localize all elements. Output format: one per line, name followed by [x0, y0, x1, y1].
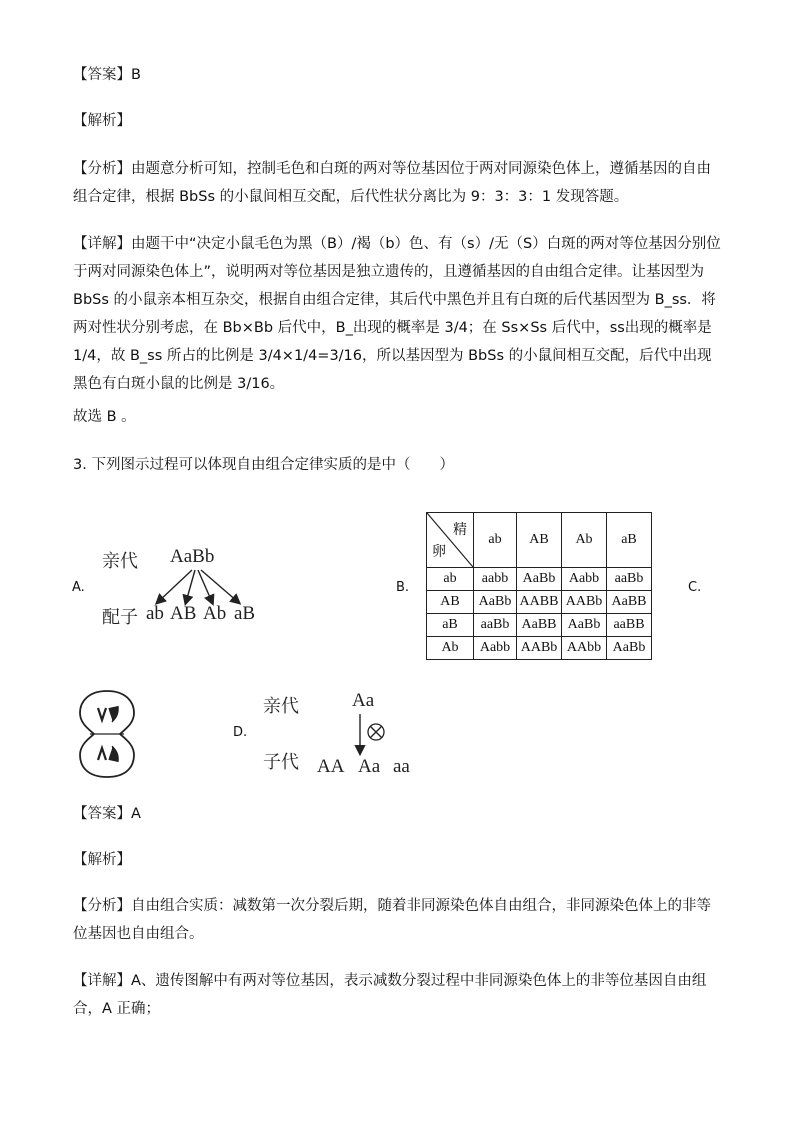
- col-header: AB: [517, 513, 562, 568]
- table-cell: AABB: [517, 591, 562, 614]
- table-row: [427, 591, 652, 614]
- table-cell: AaBB: [517, 614, 562, 637]
- table-row: [427, 637, 652, 660]
- fenxi-paragraph-q3: 【分析】自由组合实质：减数第一次分裂后期，随着非同源染色体自由组合，非同源染色体上的非等位基因也自由组合。: [73, 898, 711, 942]
- option-a-parent-word: 亲代: [102, 551, 138, 572]
- row-header: AB: [427, 591, 474, 614]
- fenxi-text: 由题意分析可知，控制毛色和白斑的两对等位基因位于两对同源染色体上，遵循基因的自由组合定律，根据 BbSs 的小鼠间相互交配，后代性状分离比为 9：3：3：1 发现答题。: [73, 161, 711, 205]
- answer-line-q3: 【答案】A: [73, 806, 141, 822]
- option-a-label: A.: [72, 580, 85, 595]
- analysis-heading-q3: 【解析】: [73, 852, 131, 868]
- option-a-gamete-3: Ab: [203, 603, 227, 624]
- option-a-gamete-4: aB: [234, 603, 256, 624]
- option-d-parent-word: 亲代: [263, 696, 299, 717]
- option-a-arrows: [140, 568, 270, 608]
- table-cell: AaBb: [607, 637, 652, 660]
- xiangjie-text: A、遗传图解中有两对等位基因，表示减数分裂过程中非同源染色体上的非等位基因自由组合，A 正确；: [73, 973, 707, 1017]
- table-cell: AaBB: [607, 591, 652, 614]
- table-cell: aabb: [474, 568, 517, 591]
- punnett-square: [426, 512, 652, 660]
- row-header: ab: [427, 568, 474, 591]
- answer-line-q2: [73, 61, 723, 89]
- selfing-cross-icon: [368, 724, 384, 740]
- col-header: Ab: [562, 513, 607, 568]
- table-cell: aaBB: [607, 614, 652, 637]
- analysis-heading-q2: 【解析】: [73, 113, 131, 129]
- table-cell: AaBb: [562, 614, 607, 637]
- option-d-offspring-3: aa: [393, 756, 410, 777]
- option-d-offspring-word: 子代: [263, 752, 299, 773]
- answer-tag: 【答案】: [73, 67, 131, 83]
- option-d-parent-genotype: Aa: [352, 690, 375, 711]
- table-cell: AABb: [562, 591, 607, 614]
- conclusion-q2: 故选 B 。: [73, 409, 136, 425]
- row-header: aB: [427, 614, 474, 637]
- table-cell: Aabb: [474, 637, 517, 660]
- col-header: ab: [474, 513, 517, 568]
- option-b-label: B.: [396, 580, 410, 595]
- question-3-stem: 3. 下列图示过程可以体现自由组合定律实质的是中（ ）: [73, 457, 454, 473]
- option-d-offspring-2: Aa: [358, 756, 381, 777]
- table-cell: AAbb: [562, 637, 607, 660]
- corner-top: 精: [453, 522, 467, 538]
- table-row: [427, 568, 652, 591]
- option-a-gamete-1: ab: [146, 603, 164, 624]
- chromosome-bottom-right: [109, 746, 118, 762]
- option-a-parent-genotype: AaBb: [170, 546, 215, 567]
- chromosome-top-left: [98, 708, 106, 720]
- xiangjie-paragraph-q2: 【详解】由题干中“决定小鼠毛色为黑（B）/褐（b）色、有（s）/无（S）白斑的两对等位基因分别位于两对同源染色体上”，说明两对等位基因是独立遗传的，且遵循基因的自由组合定律。让基因型为 BbSs 的小鼠亲本相互杂交，根据自由组合定律，其后代中黑色并且有白斑的后代基因型为 B_ss．将两对性状分别考虑，在 Bb×Bb 后代中，B_出现的概率是 3/4；在 Ss×Ss 后代中，ss出现的概率是 1/4，故 B_ss 所占的比例是 3/4×1/4=3/16，所以基因型为 BbSs 的小鼠间相互交配，后代中出现黑色有白斑小鼠的比例是 3/16。: [73, 236, 721, 392]
- table-cell: AaBb: [517, 568, 562, 591]
- option-a-gamete-2: AB: [170, 603, 197, 624]
- selfing-arrow: [350, 712, 390, 758]
- xiangjie-text: 由题干中“决定小鼠毛色为黑（B）/褐（b）色、有（s）/无（S）白斑的两对等位基因分别位于两对同源染色体上”，说明两对等位基因是独立遗传的，且遵循基因的自由组合定律。让基因型为 BbSs 的小鼠亲本相互杂交，根据自由组合定律，其后代中黑色并且有白斑的后代基因型为 B_ss．将两对性状分别考虑，在 Bb×Bb 后代中，B_出现的概率是 3/4；在 Ss×Ss 后代中，ss出现的概率是 1/4，故 B_ss 所占的比例是 3/4×1/4=3/16，所以基因型为 BbSs 的小鼠间相互交配，后代中出现黑色有白斑小鼠的比例是 3/16。: [73, 236, 721, 392]
- arrow-3: [198, 570, 212, 602]
- cell-division-diagram: [76, 688, 138, 780]
- option-c-label: C.: [688, 580, 702, 595]
- table-cell: aaBb: [607, 568, 652, 591]
- table-cell: AaBb: [474, 591, 517, 614]
- xiangjie-paragraph-q3: 【详解】A、遗传图解中有两对等位基因，表示减数分裂过程中非同源染色体上的非等位基因自由组合，A 正确；: [73, 973, 707, 1017]
- corner-bottom: 卵: [432, 544, 446, 560]
- fenxi-text: 自由组合实质：减数第一次分裂后期，随着非同源染色体自由组合，非同源染色体上的非等位基因也自由组合。: [73, 898, 711, 942]
- arrow-4: [201, 570, 238, 602]
- table-row: [427, 614, 652, 637]
- row-header: Ab: [427, 637, 474, 660]
- table-cell: aaBb: [474, 614, 517, 637]
- answer-value: B: [131, 67, 141, 83]
- table-cell: Aabb: [562, 568, 607, 591]
- option-d-label: D.: [233, 725, 248, 740]
- option-a-gamete-word: 配子: [102, 607, 138, 628]
- corner-cell: [427, 513, 474, 568]
- table-cell: AABb: [517, 637, 562, 660]
- option-d-offspring-1: AA: [317, 756, 345, 777]
- chromosome-bottom-left: [98, 748, 106, 760]
- answer-value: A: [131, 806, 141, 822]
- chromosome-top-right: [109, 706, 118, 722]
- col-header: aB: [607, 513, 652, 568]
- fenxi-paragraph-q2: 【分析】由题意分析可知，控制毛色和白斑的两对等位基因位于两对同源染色体上，遵循基因的自由组合定律，根据 BbSs 的小鼠间相互交配，后代性状分离比为 9：3：3：1 发现答题。: [73, 161, 711, 205]
